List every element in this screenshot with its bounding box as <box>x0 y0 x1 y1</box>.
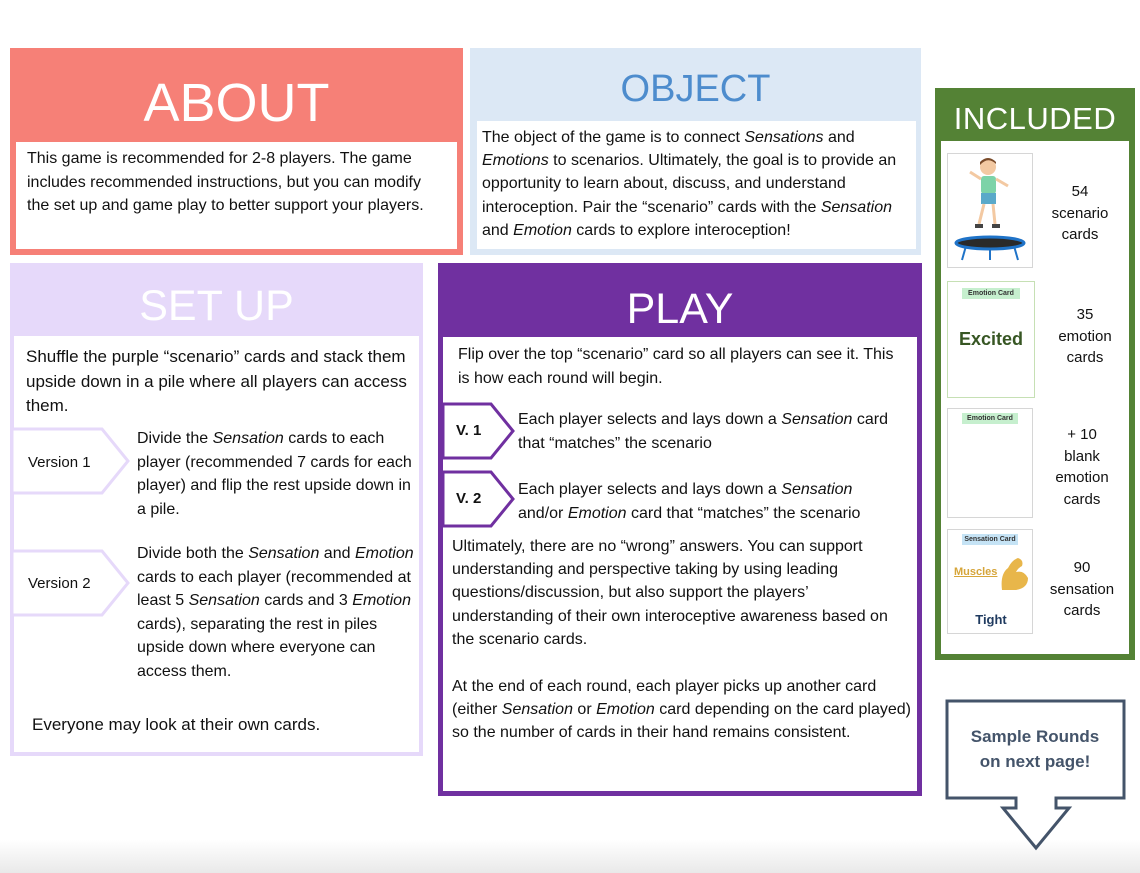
play-intro-text: Flip over the top “scenario” card so all players can see it. This is how each round will begin. <box>458 346 894 387</box>
about-body: This game is recommended for 2-8 players. The game includes recommended instructions, but you can modify the set up and game play to better support your players. <box>16 142 457 249</box>
blank-emotion-card-header: Emotion Card <box>962 413 1018 424</box>
sample-rounds-text: Sample Rounds on next page! <box>970 727 1100 771</box>
setup-version1-label: Version 1 <box>28 454 91 471</box>
sensation-card-thumbnail <box>947 529 1033 634</box>
setup-version2-text: Divide both the Sensation and Emotion cards to each player (recommended at least 5 Sensation cards and 3 Emotion cards), separating the rest in piles upside down where everyone can access them. <box>137 545 414 680</box>
flexed-arm-icon <box>998 554 1030 594</box>
blank-emotion-card-thumbnail <box>947 408 1033 518</box>
included-scenario-count: 54 scenario cards <box>1051 183 1109 243</box>
play-title: PLAY <box>626 285 734 333</box>
play-v1-text: Each player selects and lays down a Sensation card that “matches” the scenario <box>518 411 889 452</box>
sensation-card-word: Tight <box>975 612 1007 627</box>
play-v1-label: V. 1 <box>456 422 482 439</box>
object-title: OBJECT <box>620 68 771 110</box>
included-sensation-count: 90 sensation cards <box>1049 559 1115 619</box>
sample-rounds-arrow <box>944 698 1129 853</box>
setup-intro-text: Shuffle the purple “scenario” cards and stack them upside down in a pile where all players can access them. <box>26 347 407 415</box>
about-title: ABOUT <box>143 73 330 133</box>
emotion-card-header: Emotion Card <box>962 288 1020 299</box>
setup-version2-label: Version 2 <box>28 575 91 592</box>
play-paragraph-2: At the end of each round, each player picks up another card (either Sensation or Emotion card depending on the card played) so the number of cards in their hand remains consistent. <box>452 678 911 742</box>
sensation-card-body-part: Muscles <box>954 566 998 578</box>
play-paragraph-1: Ultimately, there are no “wrong” answers. You can support understanding and perspective taking by using leading questions/discussion, but also support the players’ understanding of their own interoceptive awareness based on the scenario cards. <box>452 538 888 648</box>
emotion-card-thumbnail <box>947 281 1035 398</box>
included-emotion-count: 35 emotion cards <box>1058 306 1112 366</box>
setup-version1-text: Divide the Sensation cards to each player (recommended 7 cards for each player) and flip the rest upside down in a pile. <box>137 430 412 518</box>
emotion-card-word: Excited <box>958 329 1024 349</box>
object-body: The object of the game is to connect Sensations and Emotions to scenarios. Ultimately, the goal is to provide an opportunity to learn about, discuss, and understand interoception. Pair the “scenario” cards with the Sensation and Emotion cards to explore interoception! <box>477 121 916 249</box>
play-v2-text: Each player selects and lays down a Sensation and/or Emotion card that “matches” the scenario <box>518 481 861 522</box>
scenario-card-thumbnail <box>947 153 1033 268</box>
setup-everyone-text: Everyone may look at their own cards. <box>32 715 321 734</box>
included-title: INCLUDED <box>953 101 1117 136</box>
play-v2-label: V. 2 <box>456 490 482 507</box>
sensation-card-header: Sensation Card <box>962 534 1018 545</box>
trampoline-boy-icon <box>948 154 1034 269</box>
included-blank-emotion-count: + 10 blank emotion cards <box>1055 426 1109 508</box>
setup-title: SET UP <box>139 282 294 330</box>
